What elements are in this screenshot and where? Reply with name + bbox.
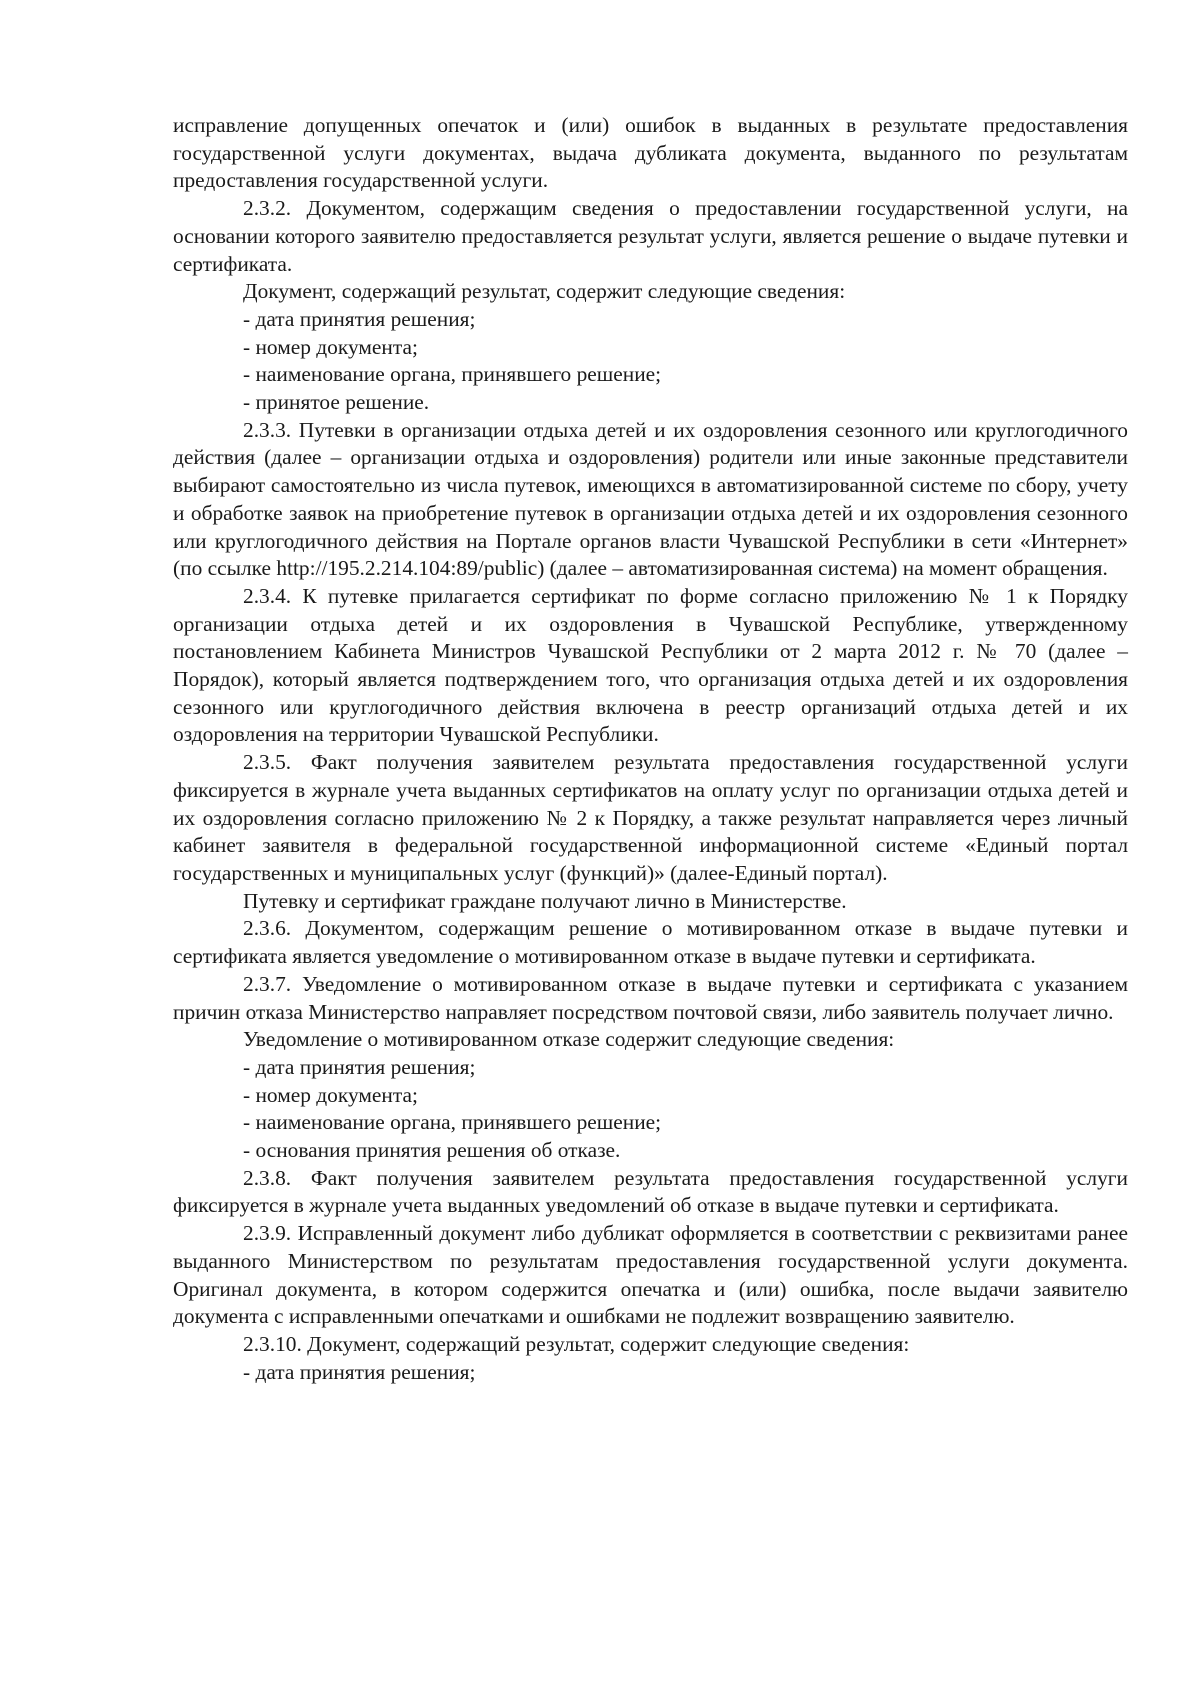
list-item: - наименование органа, принявшего решение; xyxy=(243,1110,662,1135)
paragraph-2-3-5: 2.3.5. Факт получения заявителем результата предоставления государственной услуги фиксируется в журнале учета выданных сертификатов на оплату услуг по организации отдыха детей и их оздоровления согласно приложению № 2 к Порядку, а также результат направляется через личный кабинет заявителя в федеральной государственной информационной системе «Единый портал государственных и муниципальных услуг (функций)» (далее-Единый портал). xyxy=(173,750,1128,885)
list-item: - дата принятия решения; xyxy=(243,1359,476,1384)
list-item: - дата принятия решения; xyxy=(243,1054,476,1079)
paragraph-2-3-8: 2.3.8. Факт получения заявителем результата предоставления государственной услуги фиксируется в журнале учета выданных уведомлений об отказе в выдаче путевки и сертификата. xyxy=(173,1165,1128,1218)
list-item: - принятое решение. xyxy=(243,390,430,415)
paragraph-2-3-10: 2.3.10. Документ, содержащий результат, содержит следующие сведения: xyxy=(243,1331,910,1356)
document-page xyxy=(173,112,1128,1386)
paragraph-2-3-3: 2.3.3. Путевки в организации отдыха детей и их оздоровления сезонного или круглогодичного действия (далее – организации отдыха и оздоровления) родители или иные законные представители выбирают самостоятельно из числа путевок, имеющихся в автоматизированной системе по сбору, учету и обработке заявок на приобретение путевок в организации отдыха детей и их оздоровления сезонного или круглогодичного действия на Портале органов власти Чувашской Республики в сети «Интернет» (по ссылке http://195.2.214.104:89/public) (далее – автоматизированная система) на момент обращения. xyxy=(173,417,1128,581)
paragraph-2-3-4: 2.3.4. К путевке прилагается сертификат по форме согласно приложению № 1 к Порядку организации отдыха детей и их оздоровления в Чувашской Республике, утвержденному постановлением Кабинета Министров Чувашской Республики от 2 марта 2012 г. № 70 (далее – Порядок), который является подтверждением того, что организация отдыха детей и их оздоровления сезонного или круглогодичного действия включена в реестр организаций отдыха детей и их оздоровления на территории Чувашской Республики. xyxy=(173,583,1128,747)
paragraph-result-contents: Документ, содержащий результат, содержит следующие сведения: xyxy=(243,279,846,304)
paragraph-2-3-6: 2.3.6. Документом, содержащим решение о мотивированном отказе в выдаче путевки и сертификата является уведомление о мотивированном отказе в выдаче путевки и сертификата. xyxy=(173,916,1128,969)
list-item: - основания принятия решения об отказе. xyxy=(243,1138,621,1163)
paragraph-refusal-contents: Уведомление о мотивированном отказе содержит следующие сведения: xyxy=(243,1027,895,1052)
paragraph-2-3-7: 2.3.7. Уведомление о мотивированном отказе в выдаче путевки и сертификата с указанием причин отказа Министерство направляет посредством почтовой связи, либо заявитель получает лично. xyxy=(173,971,1128,1024)
paragraph-2-3-2: 2.3.2. Документом, содержащим сведения о предоставлении государственной услуги, на основании которого заявителю предоставляется результат услуги, является решение о выдаче путевки и сертификата. xyxy=(173,196,1128,276)
paragraph-2-3-9: 2.3.9. Исправленный документ либо дубликат оформляется в соответствии с реквизитами ранее выданного Министерством по результатам предоставления государственной услуги документа. Оригинал документа, в котором содержится опечатка и (или) ошибка, после выдачи заявителю документа с исправленными опечатками и ошибками не подлежит возвращению заявителю. xyxy=(173,1221,1128,1329)
list-item: - номер документа; xyxy=(243,1082,418,1107)
list-item: - номер документа; xyxy=(243,334,418,359)
paragraph-continuation: исправление допущенных опечаток и (или) ошибок в выданных в результате предоставления государственной услуги документах, выдача дубликата документа, выданного по результатам предоставления государственной услуги. xyxy=(173,113,1128,193)
list-item: - дата принятия решения; xyxy=(243,306,476,331)
list-item: - наименование органа, принявшего решение; xyxy=(243,362,662,387)
paragraph-voucher-receipt: Путевку и сертификат граждане получают лично в Министерстве. xyxy=(243,888,847,913)
